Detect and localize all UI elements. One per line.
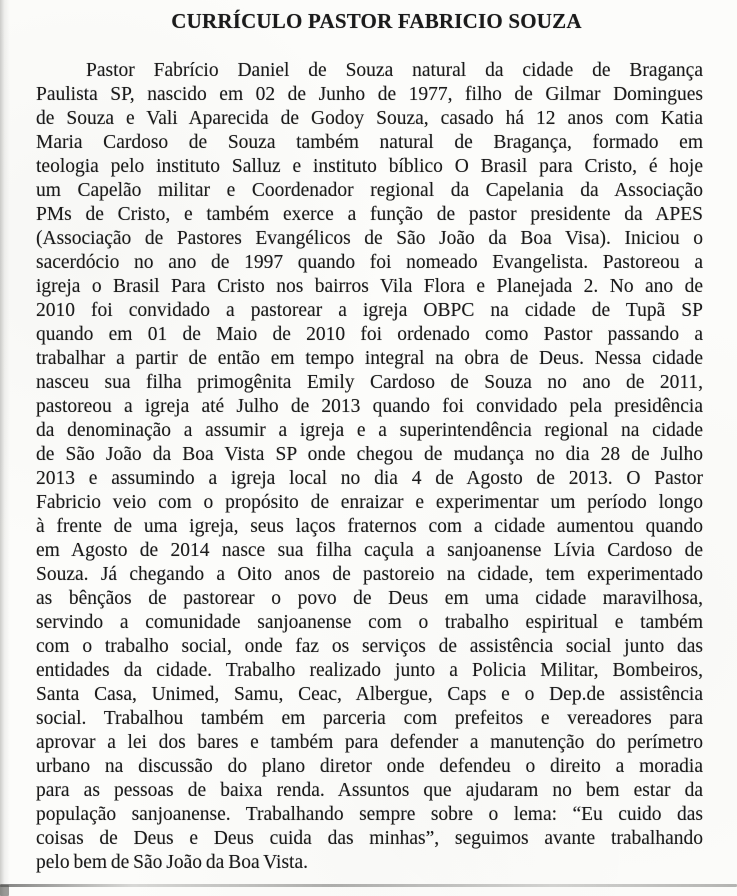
paragraph-line-6: um Capelão militar e Coordenador regional da Capelania da Associação [36,180,703,201]
paragraph-line-4: Maria Cardoso de Souza também natural de Bragança, formado em [36,132,703,153]
paragraph-line-22: Souza. Já chegando a Oito anos de pastoreio na cidade, tem experimentado [36,564,703,585]
paragraph-line-18: 2013 e assumindo a igreja local no dia 4 de Agosto de 2013. O Pastor [36,468,703,489]
paragraph-line-24: servindo a comunidade sanjoanense com o trabalho espiritual e também [36,612,703,633]
paragraph-line-31: para as pessoas de baixa renda. Assuntos que ajudaram no bem estar da [36,780,703,801]
document-title: CURRÍCULO PASTOR FABRICIO SOUZA [171,9,582,33]
paragraph-line-2: Paulista SP, nascido em 02 de Junho de 1977, filho de Gilmar Domingues [36,84,703,105]
paragraph-line-1: Pastor Fabrício Daniel de Souza natural da cidade de Bragança [86,60,703,81]
paragraph-line-14: nasceu sua filha primogênita Emily Cardoso de Souza no ano de 2011, [36,372,703,393]
paragraph-line-27: Santa Casa, Unimed, Samu, Ceac, Albergue, Caps e o Dep.de assistência [36,684,703,705]
paragraph-line-9: sacerdócio no ano de 1997 quando foi nomeado Evangelista. Pastoreou a [36,252,703,273]
paragraph-line-29: aprovar a lei dos bares e também para defender a manutenção do perímetro [36,732,703,753]
paragraph-line-19: Fabricio veio com o propósito de enraizar e experimentar um período longo [36,492,703,513]
paragraph-line-28: social. Trabalhou também em parceria com prefeitos e vereadores para [36,708,703,729]
paragraph-line-11: 2010 foi convidado a pastorear a igreja OBPC na cidade de Tupã SP [36,300,703,321]
paragraph-line-12: quando em 01 de Maio de 2010 foi ordenado como Pastor passando a [36,324,703,345]
document-paragraph [36,59,703,875]
paragraph-line-25: com o trabalho social, onde faz os serviços de assistência social junto das [36,636,703,657]
paragraph-line-34: pelo bem de São João da Boa Vista. [36,852,308,873]
paragraph-line-16: da denominação a assumir a igreja e a superintendência regional na cidade [36,420,703,441]
scan-artifact-bottom-left-smudge [0,885,9,896]
paragraph-line-17: de São João da Boa Vista SP onde chegou de mudança no dia 28 de Julho [36,444,703,465]
paragraph-line-33: coisas de Deus e Deus cuida das minhas”, seguimos avante trabalhando [36,828,703,849]
paragraph-line-13: trabalhar a partir de então em tempo integral na obra de Deus. Nessa cidade [36,348,703,369]
paragraph-line-15: pastoreou a igreja até Julho de 2013 quando foi convidado pela presidência [36,396,703,417]
paragraph-line-30: urbano na discussão do plano diretor onde defendeu o direito a moradia [36,756,703,777]
paragraph-line-23: as bênçãos de pastorear o povo de Deus em uma cidade maravilhosa, [36,588,703,609]
paragraph-line-32: população sanjoanense. Trabalhando sempre sobre o lema: “Eu cuido das [36,804,703,825]
paragraph-line-8: (Associação de Pastores Evangélicos de São João da Boa Visa). Iniciou o [36,228,703,249]
paragraph-line-7: PMs de Cristo, e também exerce a função de pastor presidente da APES [36,204,703,225]
paragraph-line-20: à frente de uma igreja, seus laços fraternos com a cidade aumentou quando [36,516,703,537]
paragraph-line-10: igreja o Brasil Para Cristo nos bairros Vila Flora e Planejada 2. No ano de [36,276,703,297]
scan-artifact-bottom-line [0,884,737,887]
paragraph-line-26: entidades da cidade. Trabalho realizado junto a Policia Militar, Bombeiros, [36,660,703,681]
paragraph-line-21: em Agosto de 2014 nasce sua filha caçula a sanjoanense Lívia Cardoso de [36,540,703,561]
scan-shadow-left-edge [0,0,10,896]
paragraph-line-5: teologia pelo instituto Salluz e instituto bíblico O Brasil para Cristo, é hoje [36,156,703,177]
paragraph-line-3: de Souza e Vali Aparecida de Godoy Souza, casado há 12 anos com Katia [36,108,703,129]
